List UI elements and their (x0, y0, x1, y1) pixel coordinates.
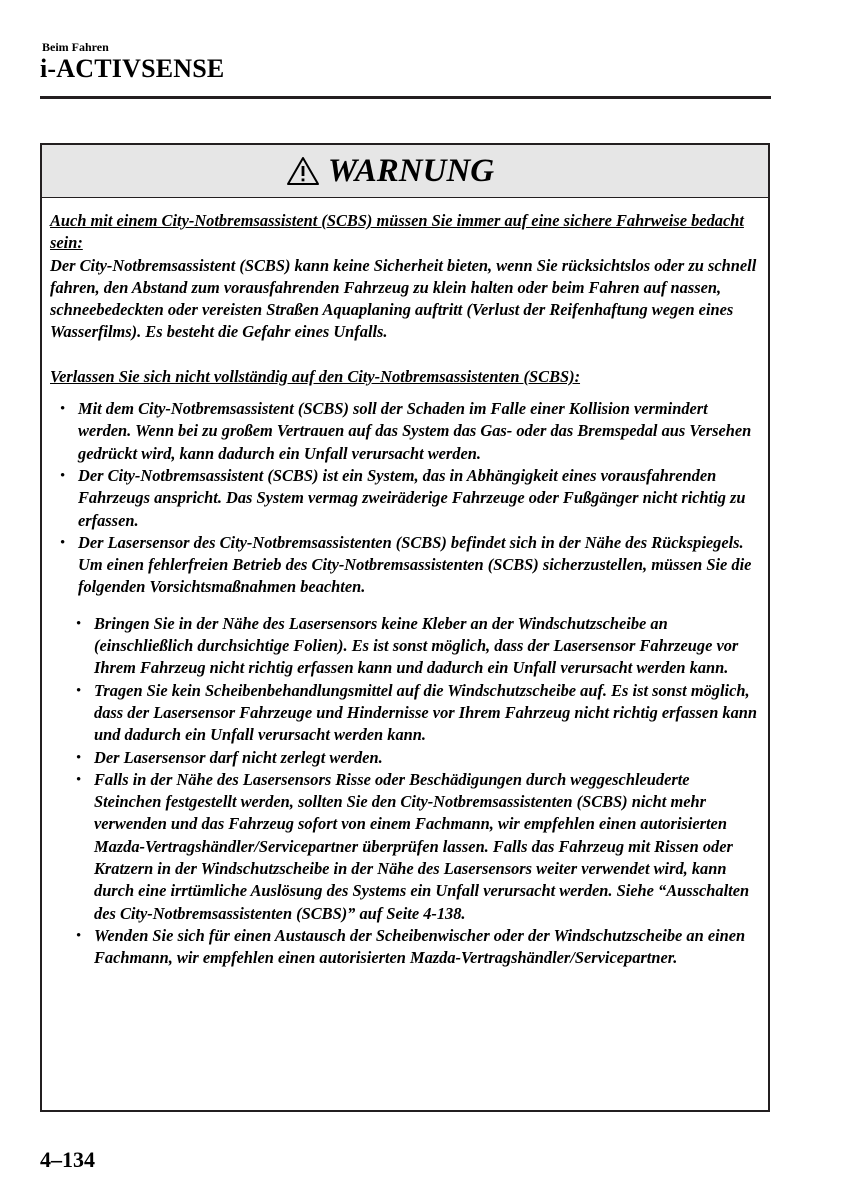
bullet-icon: • (60, 534, 66, 551)
bullet-icon: • (76, 615, 82, 632)
chapter-title: i-ACTIVSENSE (40, 54, 225, 83)
sub-list-item (50, 769, 760, 925)
bullet-icon: • (60, 401, 66, 418)
list-item-text: Mit dem City-Notbremsassistent (SCBS) soll der Schaden im Falle einer Kollision vermindert werden. Wenn bei zu großem Vertrauen auf das System das Gas- oder das Bremspedal aus Versehen gedrückt wird, kann dadurch ein Unfall verursacht werden. (78, 399, 752, 463)
sub-list-item (50, 680, 760, 747)
warning-heading-reliance: Verlassen Sie sich nicht vollständig auf den City-Notbremsassistenten (SCBS): (50, 366, 581, 386)
bullet-icon: • (76, 771, 82, 788)
list-item (50, 532, 760, 599)
sub-list-item-text: Tragen Sie kein Scheibenbehandlungsmittel auf die Windschutzscheibe auf. Es ist sonst möglich, dass der Lasersensor Fahrzeuge und Hindernisse vor Ihrem Fahrzeug nicht richtig erfassen kann und dadurch ein Unfall verursacht werden kann. (94, 680, 758, 745)
list-item (50, 465, 760, 532)
sub-list-item (50, 613, 760, 680)
section-label: Beim Fahren (42, 40, 109, 54)
list-item-text: Der Lasersensor des City-Notbremsassistenten (SCBS) befindet sich in der Nähe des Rückspiegels. Um einen fehlerfreien Betrieb des City-Notbremsassistenten (SCBS) sicherzustellen, müssen Sie die folgenden Vorsichtsmaßnahmen beachten. (78, 532, 752, 597)
sub-list-item (50, 747, 760, 769)
bullet-icon: • (76, 749, 82, 766)
sub-list-item-text: Bringen Sie in der Nähe des Lasersensors keine Kleber an der Windschutzscheibe an (einschließlich durchsichtige Folien). Es ist sonst möglich, dass der Lasersensor Fahrzeuge vor Ihrem Fahrzeug nicht richtig erfassen kann und dadurch ein Unfall verursacht werden kann. (94, 613, 739, 678)
sub-list-item-text: Der Lasersensor darf nicht zerlegt werden. (94, 747, 383, 767)
warning-heading-driving: Auch mit einem City-Notbremsassistent (SCBS) müssen Sie immer auf eine sichere Fahrweise bedacht sein: (50, 211, 744, 253)
list-item-text: Der City-Notbremsassistent (SCBS) ist ein System, das in Abhängigkeit eines vorausfahrenden Fahrzeugs anspricht. Das System vermag zweiräderige Fahrzeuge oder Fußgänger nicht richtig zu erfassen. (78, 465, 746, 530)
bullet-icon: • (60, 467, 66, 484)
list-item (50, 398, 760, 465)
sub-list-item-text: Falls in der Nähe des Lasersensors Risse oder Beschädigungen durch weggeschleuderte Steinchen festgestellt werden, sollten Sie den City-Notbremsassistenten (SCBS) nicht mehr verwenden und das Fahrzeug sofort von einem Fachmann, wir empfehlen einen autorisierten Mazda-Vertragshändler/Servicepartner überprüfen lassen. Falls das Fahrzeug mit Rissen oder Kratzern in der Windschutzscheibe in der Nähe des Lasersensors weiter verwendet wird, kann durch eine irrtümliche Auslösung des Systems ein Unfall verursacht werden. Siehe “Ausschalten des City-Notbremsassistenten (SCBS)” auf Seite 4-138. (94, 769, 750, 923)
bullet-list (50, 398, 760, 599)
bullet-icon: • (76, 927, 82, 944)
sub-bullet-list (50, 613, 760, 970)
warning-triangle-icon (286, 156, 320, 186)
warning-title: WARNUNG (327, 152, 495, 189)
warning-paragraph-safety: Der City-Notbremsassistent (SCBS) kann keine Sicherheit bieten, wenn Sie rücksichtslos oder zu schnell fahren, den Abstand zum vorausfahrenden Fahrzeug zu klein halten oder beim Fahren auf nassen, schneebedeckten oder vereisten Straßen Aquaplaning auftritt (Verlust der Reifenhaftung wegen eines Wasserfilms). Es besteht die Gefahr eines Unfalls. (50, 255, 757, 342)
warning-body (42, 198, 768, 970)
bullet-icon: • (76, 682, 82, 699)
warning-box (40, 143, 770, 1112)
sub-list-item-text: Wenden Sie sich für einen Austausch der Scheibenwischer oder der Windschutzscheibe an einen Fachmann, wir empfehlen einen autorisierten Mazda-Vertragshändler/Servicepartner. (94, 925, 746, 968)
sub-list-item (50, 925, 760, 970)
header-divider (40, 96, 771, 99)
page-number: 4–134 (40, 1147, 95, 1172)
warning-header (42, 145, 768, 198)
